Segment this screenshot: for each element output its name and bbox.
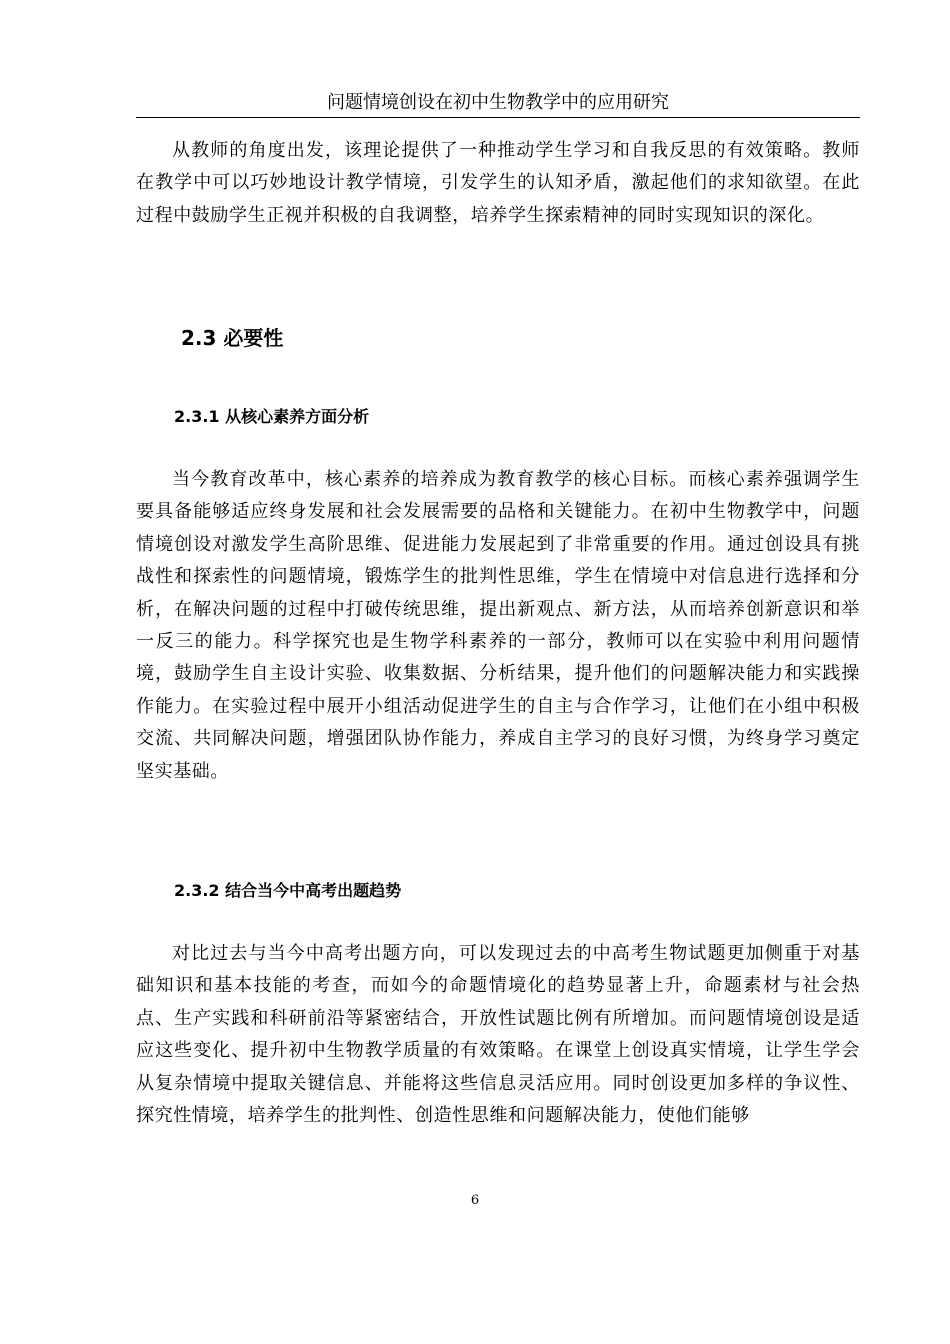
intro-paragraph: 从教师的角度出发，该理论提供了一种推动学生学习和自我反思的有效策略。教师在教学中可以巧妙地设计教学情境，引发学生的认知矛盾，激起他们的求知欲望。在此过程中鼓励学生正视并积极的自我调整，培养学生探索精神的同时实现知识的深化。 — [136, 140, 860, 226]
paragraph-2-3-2: 对比过去与当今中高考出题方向，可以发现过去的中高考生物试题更加侧重于对基础知识和基本技能的考查，而如今的命题情境化的趋势显著上升，命题素材与社会热点、生产实践和科研前沿等紧密结合，开放性试题比例有所增加。而问题情境创设是适应这些变化、提升初中生物教学质量的有效策略。在课堂上创设真实情境，让学生学会从复杂情境中提取关键信息、并能将这些信息灵活应用。同时创设更加多样的争议性、探究性情境，培养学生的批判性、创造性思维和问题解决能力，使他们能够 — [136, 943, 860, 1127]
section-heading-2-3-1: 2.3.1 从核心素养方面分析 — [174, 407, 370, 426]
section-heading-2-3: 2.3 必要性 — [181, 326, 284, 350]
header-rule — [136, 117, 860, 118]
paragraph-2-3-1: 当今教育改革中，核心素养的培养成为教育教学的核心目标。而核心素养强调学生要具备能够适应终身发展和社会发展需要的品格和关键能力。在初中生物教学中，问题情境创设对激发学生高阶思维、促进能力发展起到了非常重要的作用。通过创设具有挑战性和探索性的问题情境，锻炼学生的批判性思维，学生在情境中对信息进行选择和分析，在解决问题的过程中打破传统思维，提出新观点、新方法，从而培养创新意识和举一反三的能力。科学探究也是生物学科素养的一部分，教师可以在实验中利用问题情境，鼓励学生自主设计实验、收集数据、分析结果，提升他们的问题解决能力和实践操作能力。在实验过程中展开小组活动促进学生的自主与合作学习，让他们在小组中积极交流、共同解决问题，增强团队协作能力，养成自主学习的良好习惯，为终身学习奠定坚实基础。 — [136, 469, 860, 782]
section-heading-2-3-2: 2.3.2 结合当今中高考出题趋势 — [174, 881, 402, 900]
page-number: 6 — [470, 1193, 480, 1208]
running-header: 问题情境创设在初中生物教学中的应用研究 — [327, 92, 669, 113]
